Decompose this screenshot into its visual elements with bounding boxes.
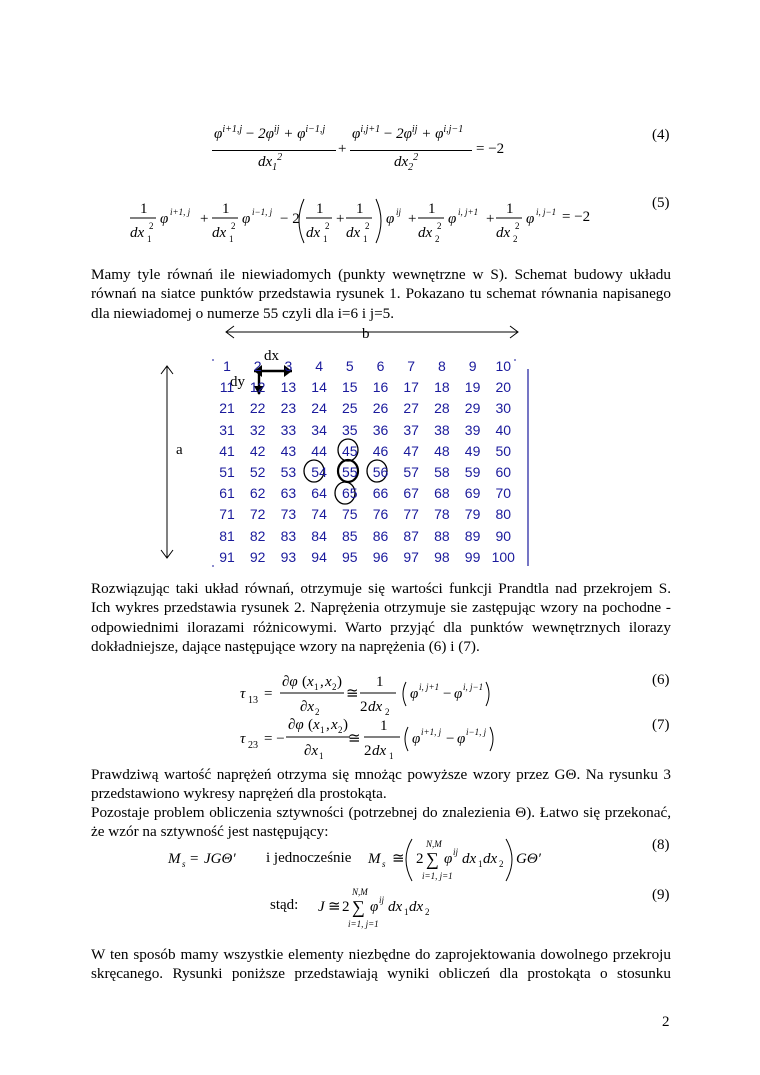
svg-text:23: 23 xyxy=(248,740,258,751)
svg-text:(: ( xyxy=(302,674,307,690)
grid-cell-99: 99 xyxy=(464,548,481,565)
grid-cell-78: 78 xyxy=(434,506,450,523)
svg-text:i, j−1: i, j−1 xyxy=(536,207,557,217)
grid-cell-6: 6 xyxy=(376,358,385,374)
grid-cell-13: 13 xyxy=(280,379,297,396)
grid-cell-75: 75 xyxy=(342,506,358,523)
grid-cell-67: 67 xyxy=(403,485,419,502)
svg-text:,: , xyxy=(320,674,324,690)
svg-text:dx: dx xyxy=(418,225,433,241)
svg-text:2: 2 xyxy=(499,859,504,869)
label-b: b xyxy=(362,326,370,342)
text-line: Prawdziwą wartość naprężeń otrzyma się mnożąc powyższe wzory przez GΘ. Na rysunku 3 xyxy=(91,766,671,783)
svg-text:N,M: N,M xyxy=(352,887,368,897)
eq4-denominator-1: $dx_1^2$ xyxy=(258,152,283,173)
svg-text:∂φ: ∂φ xyxy=(288,717,304,733)
text-line: W ten sposób mamy wszystkie elementy niezbędne do zaprojektowania dowolnego przekroju xyxy=(91,946,671,963)
svg-text:1: 1 xyxy=(147,234,152,244)
grid-cell-91: 91 xyxy=(219,548,235,565)
paragraph-1 xyxy=(91,265,671,323)
svg-text:φ: φ xyxy=(160,211,169,227)
svg-text:dx: dx xyxy=(212,225,227,241)
eq8-connector: i jednocześnie xyxy=(266,850,352,866)
svg-text:i−1, j: i−1, j xyxy=(466,727,487,737)
grid-cell-100: 100 xyxy=(491,548,515,565)
grid-cell-82: 82 xyxy=(249,527,266,544)
grid-cell-43: 43 xyxy=(280,442,297,459)
grid-cell-79: 79 xyxy=(464,506,481,523)
text-line: przedstawiono wykresy naprężeń dla prostokąta. xyxy=(91,785,387,803)
svg-text:i=1, j=1: i=1, j=1 xyxy=(422,871,453,881)
svg-text:dx: dx xyxy=(368,699,383,715)
svg-text:1: 1 xyxy=(323,234,328,244)
text-line: Pozostaje problem obliczenia sztywności (potrzebnej do znalezienia Θ). Łatwo się przekonać, xyxy=(91,804,671,821)
paragraph-3 xyxy=(91,765,671,804)
svg-text:i+1, j: i+1, j xyxy=(421,727,442,737)
grid-cell-22: 22 xyxy=(249,400,266,417)
eq8-number: (8) xyxy=(652,837,670,853)
grid-cell-96: 96 xyxy=(372,548,389,565)
svg-text:x: x xyxy=(307,674,314,690)
grid-cell-39: 39 xyxy=(464,421,481,438)
grid-cell-90: 90 xyxy=(495,527,512,544)
svg-text:2: 2 xyxy=(338,725,343,735)
grid-cell-28: 28 xyxy=(434,400,450,417)
svg-text:2: 2 xyxy=(513,234,518,244)
grid-cell-44: 44 xyxy=(311,442,327,459)
grid-cell-29: 29 xyxy=(464,400,481,417)
grid-cell-47: 47 xyxy=(403,442,419,459)
svg-text:ij: ij xyxy=(379,895,385,905)
grid-cell-21: 21 xyxy=(219,400,235,417)
svg-text:2: 2 xyxy=(332,682,337,692)
grid-cell-85: 85 xyxy=(342,527,358,544)
svg-text:2: 2 xyxy=(416,851,424,867)
svg-text:2: 2 xyxy=(515,221,520,231)
grid-cell-33: 33 xyxy=(280,421,297,438)
svg-text:≅: ≅ xyxy=(328,899,341,915)
svg-text:dx: dx xyxy=(306,225,321,241)
svg-text:ij: ij xyxy=(396,207,402,217)
svg-text:2: 2 xyxy=(231,221,236,231)
svg-text:i−1, j: i−1, j xyxy=(252,207,273,217)
grid-cell-60: 60 xyxy=(495,464,512,480)
svg-text:1: 1 xyxy=(380,718,388,734)
svg-text:x: x xyxy=(331,717,338,733)
eq4-fraction-bar-2 xyxy=(350,150,472,151)
grid-cell-42: 42 xyxy=(249,442,266,459)
grid-cell-94: 94 xyxy=(311,548,327,565)
grid-cell-15: 15 xyxy=(342,379,358,396)
grid-cell-55: 55 xyxy=(342,464,358,480)
svg-text:−: − xyxy=(446,731,455,747)
svg-text:1: 1 xyxy=(478,859,483,869)
eq6-number: (6) xyxy=(652,672,670,688)
grid-cell-35: 35 xyxy=(342,421,358,438)
svg-text:x: x xyxy=(313,717,320,733)
svg-text:1: 1 xyxy=(222,201,230,217)
svg-text:x: x xyxy=(325,674,332,690)
svg-text:ij: ij xyxy=(453,847,459,857)
grid-cell-62: 62 xyxy=(249,485,266,502)
grid-cell-11: 11 xyxy=(219,379,235,396)
eq4-denominator-2: $dx_2^2$ xyxy=(394,152,419,173)
svg-text:≅: ≅ xyxy=(346,686,359,702)
grid-cell-32: 32 xyxy=(249,421,266,438)
svg-text:N,M: N,M xyxy=(426,839,442,849)
grid-cell-95: 95 xyxy=(342,548,358,565)
grid-cell-98: 98 xyxy=(434,548,450,565)
svg-text:φ: φ xyxy=(457,731,466,747)
grid-cell-14: 14 xyxy=(311,379,327,396)
grid-cell-4: 4 xyxy=(315,358,323,374)
grid-cell-9: 9 xyxy=(468,358,477,374)
eq5-rhs: = −2 xyxy=(562,209,591,225)
grid-cell-84: 84 xyxy=(311,527,327,544)
grid-cell-24: 24 xyxy=(311,400,327,417)
grid-cell-18: 18 xyxy=(434,379,450,396)
eq4-rhs: = −2 xyxy=(476,141,505,157)
eq4-numerator-1: $\varphi^{i+1,j} - 2\varphi^{ij} + \varphi^{i-1,j}$ xyxy=(214,124,326,142)
paragraph-2 xyxy=(91,579,671,656)
svg-text:+: + xyxy=(486,211,495,227)
text-line: że wzór na sztywność jest następujący: xyxy=(91,823,329,841)
grid-figure xyxy=(150,322,540,572)
svg-text:2: 2 xyxy=(365,221,370,231)
grid-cell-89: 89 xyxy=(464,527,481,544)
svg-text:∂x: ∂x xyxy=(300,699,315,715)
svg-text:i, j+1: i, j+1 xyxy=(458,207,479,217)
svg-text:τ: τ xyxy=(240,731,246,747)
equation-4 xyxy=(200,126,520,178)
grid-cell-59: 59 xyxy=(464,464,481,480)
svg-text:τ: τ xyxy=(240,686,246,702)
grid-cell-61: 61 xyxy=(219,485,235,502)
grid-cell-31: 31 xyxy=(219,421,235,438)
svg-text:φ: φ xyxy=(454,686,463,702)
grid-cell-88: 88 xyxy=(434,527,450,544)
page-number: 2 xyxy=(662,1014,670,1030)
grid-cell-92: 92 xyxy=(249,548,266,565)
grid-cell-20: 20 xyxy=(495,379,512,396)
label-a: a xyxy=(176,442,183,458)
grid-cell-46: 46 xyxy=(372,442,389,459)
text-line: dokładniejsze, dające następujące wzory na naprężenia (6) i (7). xyxy=(91,637,480,655)
svg-text:2: 2 xyxy=(342,899,350,915)
grid-cell-41: 41 xyxy=(219,442,235,459)
svg-text:φ: φ xyxy=(448,211,457,227)
svg-text:∑: ∑ xyxy=(426,849,439,869)
svg-text:1: 1 xyxy=(506,201,514,217)
grid-cell-52: 52 xyxy=(249,464,266,480)
label-dx: dx xyxy=(264,348,279,364)
grid-cell-45: 45 xyxy=(342,442,358,459)
text-line: dla niewiadomej o numerze 55 czyli dla i=6 i j=5. xyxy=(91,304,395,322)
paragraph-5 xyxy=(91,945,671,984)
eq7-svg xyxy=(236,713,496,765)
grid-cell-72: 72 xyxy=(249,506,266,523)
text-line: Mamy tyle równań ile niewiadomych (punkty wewnętrzne w S). Schemat budowy układu xyxy=(91,266,671,283)
svg-text:1: 1 xyxy=(229,234,234,244)
svg-text:13: 13 xyxy=(248,695,258,706)
grid-cell-80: 80 xyxy=(495,506,512,523)
grid-cell-71: 71 xyxy=(219,506,235,523)
grid-cell-2: 2 xyxy=(253,358,262,374)
grid-cell-40: 40 xyxy=(495,421,512,438)
svg-text:J: J xyxy=(318,899,325,915)
grid-cell-23: 23 xyxy=(280,400,297,417)
svg-text:dx: dx xyxy=(462,851,477,867)
text-line: Ich wykres przedstawia rysunek 2. Naprężenia otrzymuje sie zastępując wzory na pochodne - xyxy=(91,599,671,617)
grid-cell-63: 63 xyxy=(280,485,297,502)
grid-cell-30: 30 xyxy=(495,400,512,417)
svg-text:2: 2 xyxy=(435,234,440,244)
equation-5 xyxy=(128,193,591,249)
grid-cell-57: 57 xyxy=(403,464,419,480)
svg-text:JGΘ′: JGΘ′ xyxy=(204,851,236,867)
text-line: skręcanego. Rysunki poniższe przedstawiają wyniki obliczeń dla prostokąta o stosunku xyxy=(91,965,671,983)
eq5-svg xyxy=(128,193,591,249)
grid-cell-54: 54 xyxy=(311,464,327,480)
svg-text:1: 1 xyxy=(376,674,384,690)
svg-text:− 2: − 2 xyxy=(280,211,300,227)
svg-text:∂φ: ∂φ xyxy=(282,674,298,690)
eq9-svg xyxy=(314,885,484,930)
svg-text:dx: dx xyxy=(409,899,424,915)
grid-cell-16: 16 xyxy=(372,379,389,396)
grid-cell-58: 58 xyxy=(434,464,450,480)
svg-text:= −: = − xyxy=(264,731,285,747)
grid-cell-12: 12 xyxy=(249,379,266,396)
svg-text:dx: dx xyxy=(130,225,145,241)
svg-text:1: 1 xyxy=(356,201,364,217)
grid-cell-77: 77 xyxy=(403,506,419,523)
equation-9 xyxy=(270,885,470,930)
svg-text:i, j−1: i, j−1 xyxy=(463,682,484,692)
grid-cell-10: 10 xyxy=(495,358,512,374)
svg-text:s: s xyxy=(182,859,186,869)
svg-text:φ: φ xyxy=(444,851,453,867)
eq4-fraction-bar-1 xyxy=(212,150,336,151)
grid-cell-73: 73 xyxy=(280,506,297,523)
svg-text:=: = xyxy=(190,851,199,867)
svg-text:φ: φ xyxy=(370,899,379,915)
svg-text:i=1, j=1: i=1, j=1 xyxy=(348,919,379,929)
svg-text:2: 2 xyxy=(425,907,430,917)
grid-cell-74: 74 xyxy=(311,506,327,523)
grid-cell-97: 97 xyxy=(403,548,419,565)
svg-text:dx: dx xyxy=(372,743,387,759)
grid-cell-34: 34 xyxy=(311,421,327,438)
eq4-number: (4) xyxy=(652,127,670,143)
grid-cell-36: 36 xyxy=(372,421,389,438)
svg-text:φ: φ xyxy=(526,211,535,227)
svg-text:φ: φ xyxy=(412,731,421,747)
svg-text:2: 2 xyxy=(315,707,320,717)
svg-text:φ: φ xyxy=(410,686,419,702)
svg-text:dx: dx xyxy=(388,899,403,915)
svg-text:M: M xyxy=(168,851,181,867)
svg-text:1: 1 xyxy=(404,907,409,917)
svg-text:M: M xyxy=(368,851,381,867)
grid-cell-70: 70 xyxy=(495,485,512,502)
svg-text:1: 1 xyxy=(140,201,148,217)
eq4-numerator-2: $\varphi^{i,j+1} - 2\varphi^{ij} + \varphi^{i,j-1}$ xyxy=(352,124,464,142)
eq5-number: (5) xyxy=(652,195,670,211)
grid-cell-69: 69 xyxy=(464,485,481,502)
svg-text:−: − xyxy=(443,686,452,702)
grid-cell-19: 19 xyxy=(464,379,481,396)
grid-cell-5: 5 xyxy=(345,358,354,374)
eq7-number: (7) xyxy=(652,717,670,733)
svg-text:2: 2 xyxy=(385,707,390,717)
grid-cell-93: 93 xyxy=(280,548,297,565)
grid-cell-86: 86 xyxy=(372,527,389,544)
eq8-svg xyxy=(160,835,560,885)
grid-cell-83: 83 xyxy=(280,527,297,544)
svg-text:s: s xyxy=(382,859,386,869)
grid-cell-51: 51 xyxy=(219,464,235,480)
eq9-prefix: stąd: xyxy=(270,897,299,913)
svg-text:i, j+1: i, j+1 xyxy=(419,682,440,692)
svg-text:1: 1 xyxy=(320,725,325,735)
grid-cell-68: 68 xyxy=(434,485,450,502)
svg-text:): ) xyxy=(337,674,342,690)
svg-text:=: = xyxy=(264,686,273,702)
svg-text:GΘ′: GΘ′ xyxy=(516,851,541,867)
svg-text:1: 1 xyxy=(363,234,368,244)
eq4-plus: + xyxy=(338,141,347,157)
svg-text:1: 1 xyxy=(389,751,394,761)
eq9-number: (9) xyxy=(652,887,670,903)
equation-7 xyxy=(236,713,496,765)
svg-text:2: 2 xyxy=(360,699,368,715)
svg-text:2: 2 xyxy=(364,743,372,759)
grid-cell-7: 7 xyxy=(407,358,416,374)
grid-cell-25: 25 xyxy=(342,400,358,417)
text-line: Rozwiązując taki układ równań, otrzymuje się wartości funkcji Prandtla nad przekrojem S. xyxy=(91,580,671,597)
svg-text:): ) xyxy=(343,717,348,733)
grid-cell-48: 48 xyxy=(434,442,450,459)
svg-text:2: 2 xyxy=(325,221,330,231)
grid-cell-64: 64 xyxy=(311,485,327,502)
svg-text:∑: ∑ xyxy=(352,897,365,917)
grid-cell-8: 8 xyxy=(437,358,446,374)
svg-text:∂x: ∂x xyxy=(304,743,319,759)
label-dy: dy xyxy=(230,374,245,390)
svg-text:,: , xyxy=(326,717,330,733)
svg-text:2: 2 xyxy=(149,221,154,231)
grid-cell-26: 26 xyxy=(372,400,389,417)
svg-text:≅: ≅ xyxy=(348,731,361,747)
svg-text:2: 2 xyxy=(437,221,442,231)
svg-text:(: ( xyxy=(308,717,313,733)
grid-cell-38: 38 xyxy=(434,421,450,438)
grid-cell-49: 49 xyxy=(464,442,481,459)
svg-text:≅: ≅ xyxy=(392,851,405,867)
grid-cell-53: 53 xyxy=(280,464,297,480)
grid-cell-37: 37 xyxy=(403,421,419,438)
svg-text:1: 1 xyxy=(314,682,319,692)
equation-8 xyxy=(160,835,560,885)
grid-cell-81: 81 xyxy=(219,527,235,544)
grid-cell-56: 56 xyxy=(372,464,389,480)
svg-text:1: 1 xyxy=(428,201,436,217)
svg-text:φ: φ xyxy=(386,211,395,227)
grid-cell-17: 17 xyxy=(403,379,419,396)
grid-cell-27: 27 xyxy=(403,400,419,417)
grid-cell-66: 66 xyxy=(372,485,389,502)
grid-cell-1: 1 xyxy=(223,358,231,374)
svg-text:1: 1 xyxy=(319,751,324,761)
svg-text:dx: dx xyxy=(496,225,511,241)
svg-text:φ: φ xyxy=(242,211,251,227)
svg-text:+: + xyxy=(408,211,417,227)
svg-text:dx: dx xyxy=(346,225,361,241)
svg-text:+: + xyxy=(200,211,209,227)
text-line: równań na siatce punktów przedstawia rysunek 1. Pokazano tu schemat równania napisanego xyxy=(91,285,671,303)
grid-cell-3: 3 xyxy=(284,358,293,374)
svg-text:1: 1 xyxy=(316,201,324,217)
text-line: odpowiednimi ilorazami różnicowymi. Warto przyjąć dla punktów wewnętrznych ilorazy xyxy=(91,618,671,636)
grid-cell-76: 76 xyxy=(372,506,389,523)
grid-cell-87: 87 xyxy=(403,527,419,544)
svg-text:dx: dx xyxy=(483,851,498,867)
svg-text:+: + xyxy=(336,211,345,227)
svg-text:i+1, j: i+1, j xyxy=(170,207,191,217)
grid-cell-50: 50 xyxy=(495,442,512,459)
grid-cell-65: 65 xyxy=(342,485,358,502)
